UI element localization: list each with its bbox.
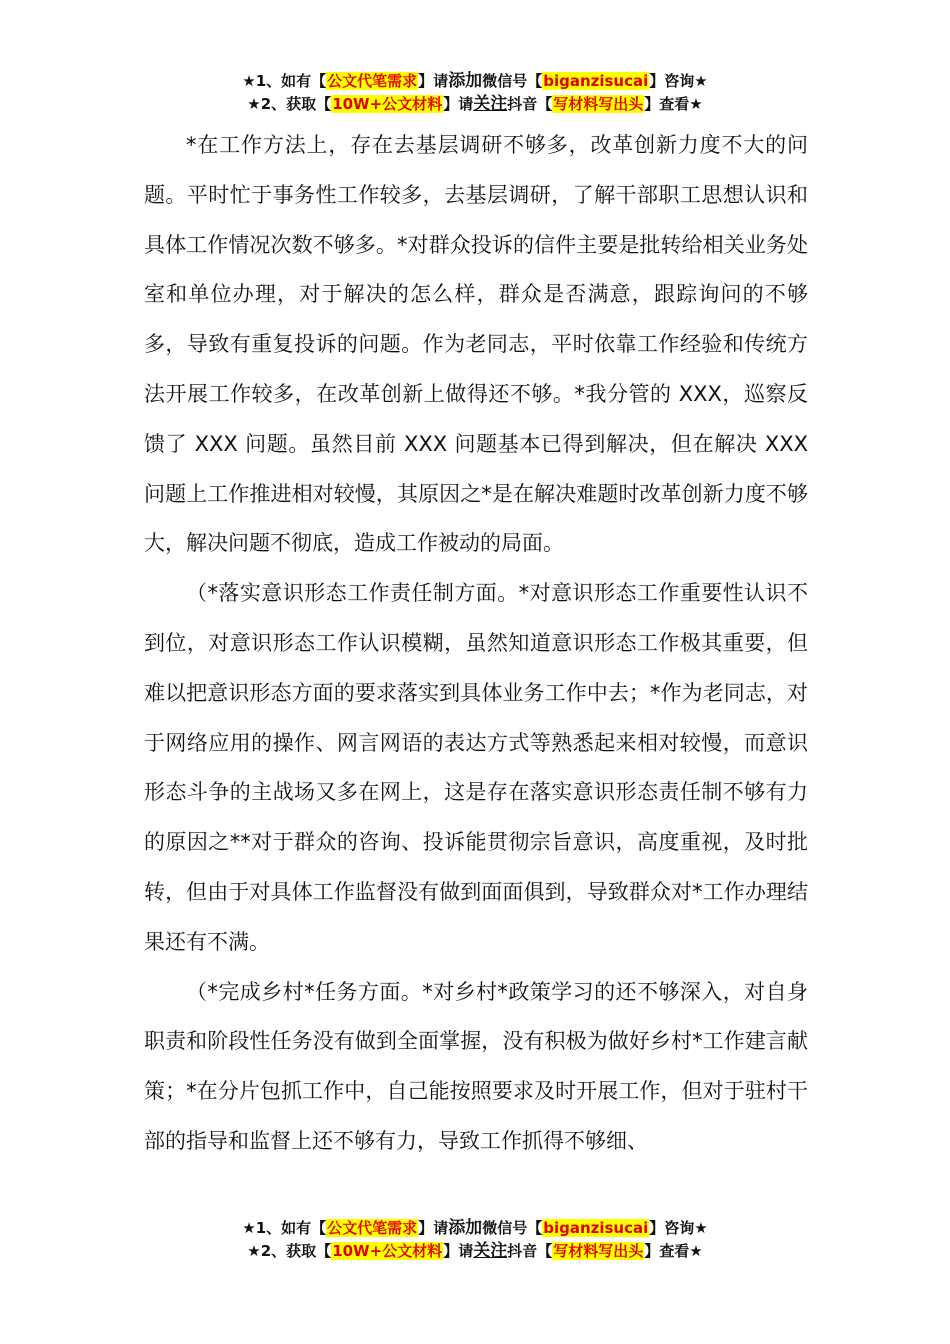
banner-emphasis: 关注	[473, 94, 508, 114]
banner-text: 】请	[443, 1242, 474, 1260]
banner-prefix: ★1、如有【	[242, 1219, 327, 1237]
banner-emphasis: 添加	[448, 1218, 483, 1238]
banner-emphasis: 添加	[448, 71, 483, 91]
paragraph-work-method: *在工作方法上，存在去基层调研不够多，改革创新力度不大的问题。平时忙于事务性工作较多，去基层调研，了解干部职工思想认识和具体工作情况次数不够多。*对群众投诉的信件主要是批转给相关业务处室和单位办理，对于解决的怎么样，群众是否满意，跟踪询问的不够多，导致有重复投诉的问题。作为老同志，平时依靠工作经验和传统方法开展工作较多，在改革创新上做得还不够。*我分管的 XXX，巡察反馈了 XXX 问题。虽然目前 XXX 问题基本已得到解决，但在解决 XXX 问题上工作推进相对较慢，其原因之*是在解决难题时改革创新力度不够大，解决问题不彻底，造成工作被动的局面。	[144, 133, 808, 556]
top-banner-line-1	[0, 70, 950, 92]
banner-highlight-wechat-id: biganzisucai	[543, 72, 649, 90]
banner-highlight-materials: 10W+公文材料	[332, 95, 443, 113]
banner-highlight-service: 公文代笔需求	[327, 1219, 418, 1237]
banner-text: 】请	[418, 72, 449, 90]
banner-highlight-materials: 10W+公文材料	[332, 1242, 443, 1260]
banner-suffix: 】咨询★	[649, 72, 708, 90]
banner-suffix: 】咨询★	[649, 1219, 708, 1237]
banner-highlight-service: 公文代笔需求	[327, 72, 418, 90]
banner-text: 】请	[418, 1219, 449, 1237]
banner-emphasis: 关注	[473, 1241, 508, 1261]
banner-suffix: 】查看★	[644, 1242, 703, 1260]
banner-highlight-douyin-id: 写材料写出头	[553, 1242, 644, 1260]
paragraph-rural-tasks: （*完成乡村*任务方面。*对乡村*政策学习的还不够深入，对自身职责和阶段性任务没有做到全面掌握，没有积极为做好乡村*工作建言献策；*在分片包抓工作中，自己能按照要求及时开展工作，但对于驻村干部的指导和监督上还不够有力，导致工作抓得不够细、	[144, 979, 808, 1153]
banner-text: 】请	[443, 95, 474, 113]
document-body	[144, 121, 808, 1167]
banner-prefix: ★2、获取【	[247, 95, 332, 113]
banner-prefix: ★1、如有【	[242, 72, 327, 90]
paragraph-ideology-responsibility: （*落实意识形态工作责任制方面。*对意识形态工作重要性认识不到位，对意识形态工作认识模糊，虽然知道意识形态工作极其重要，但难以把意识形态方面的要求落实到具体业务工作中去；*作为老同志，对于网络应用的操作、网言网语的表达方式等熟悉起来相对较慢，而意识形态斗争的主战场又多在网上，这是存在落实意识形态责任制不够有力的原因之**对于群众的咨询、投诉能贯彻宗旨意识，高度重视，及时批转，但由于对具体工作监督没有做到面面俱到，导致群众对*工作办理结果还有不满。	[144, 581, 808, 954]
banner-highlight-wechat-id: biganzisucai	[543, 1219, 649, 1237]
banner-highlight-douyin-id: 写材料写出头	[553, 95, 644, 113]
banner-text: 微信号【	[482, 72, 543, 90]
banner-prefix: ★2、获取【	[247, 1242, 332, 1260]
banner-text: 抖音【	[507, 1242, 553, 1260]
bottom-banner-line-1	[0, 1217, 950, 1239]
bottom-banner-line-2	[0, 1240, 950, 1262]
top-banner-line-2	[0, 93, 950, 115]
banner-suffix: 】查看★	[644, 95, 703, 113]
banner-text: 抖音【	[507, 95, 553, 113]
banner-text: 微信号【	[482, 1219, 543, 1237]
